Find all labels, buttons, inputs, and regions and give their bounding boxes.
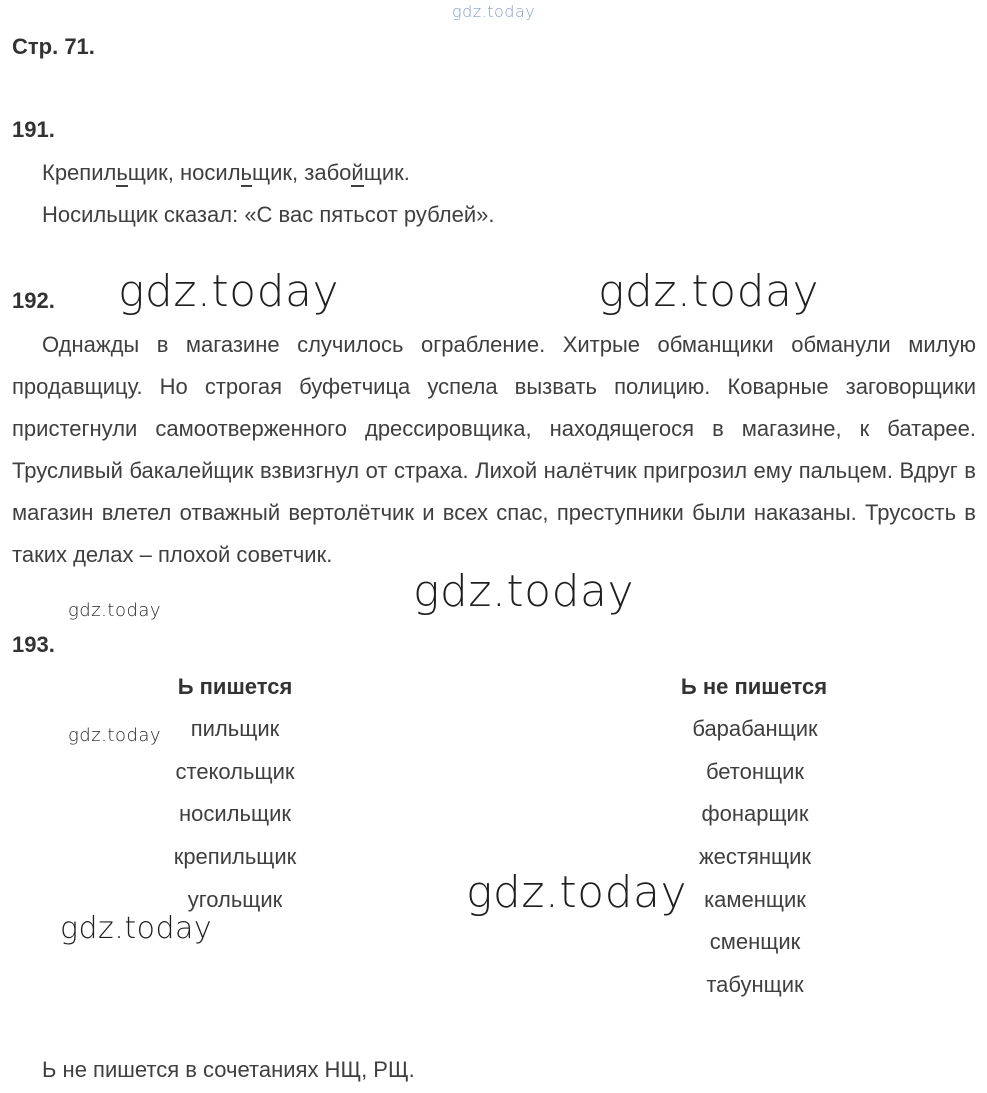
page-label: Стр. 71. bbox=[12, 34, 95, 59]
text-fragment: щик. bbox=[363, 160, 410, 185]
watermark: gdz.today bbox=[118, 266, 340, 317]
exercise-193-rule: Ь не пишется в сочетаниях НЩ, РЩ. bbox=[42, 1057, 415, 1082]
watermark-small: gdz.today bbox=[68, 725, 162, 746]
exercise-193-number: 193. bbox=[12, 632, 55, 657]
watermark: gdz.today bbox=[413, 566, 635, 617]
list-item: жестянщик bbox=[698, 844, 812, 870]
list-item: каменщик bbox=[704, 886, 806, 912]
list-item: угольщик bbox=[187, 886, 283, 912]
underlined-letter: ь bbox=[116, 160, 128, 185]
no-soft-sign-word-list bbox=[655, 708, 855, 1007]
text-fragment: щик, носил bbox=[127, 160, 241, 185]
watermark: gdz.today bbox=[60, 911, 213, 946]
text-fragment: щик, забо bbox=[252, 160, 352, 185]
exercise-191-number: 191. bbox=[12, 117, 55, 142]
exercise-191-line-1 bbox=[42, 160, 410, 186]
exercise-192-number: 192. bbox=[12, 288, 55, 313]
text-fragment: Крепил bbox=[42, 160, 117, 185]
list-item: стекольщик bbox=[175, 758, 295, 784]
list-item: крепильщик bbox=[173, 844, 297, 870]
underlined-letter: й bbox=[351, 160, 364, 185]
exercise-191-line-2: Носильщик сказал: «С вас пятьсот рублей». bbox=[42, 202, 495, 227]
column-header-soft-sign: Ь пишется bbox=[177, 674, 293, 699]
list-item: фонарщик bbox=[701, 801, 809, 827]
list-item: табунщик bbox=[706, 972, 804, 998]
soft-sign-word-list bbox=[135, 708, 335, 921]
list-item: носильщик bbox=[179, 801, 291, 827]
watermark-small: gdz.today bbox=[68, 600, 162, 621]
list-item: барабанщик bbox=[692, 716, 818, 741]
list-item: бетонщик bbox=[705, 758, 805, 784]
column-header-no-soft-sign: Ь не пишется bbox=[680, 674, 828, 699]
watermark-top: gdz.today bbox=[452, 2, 536, 21]
exercise-192-paragraph: Однажды в магазине случилось ограбление. Хитрые обманщики обманули милую продавщицу. Но строгая буфетчица успела вызвать полицию. Коварные заговорщики пристегнули самоотверженного дрессировщика, находящегося в магазине, к батарее. Трусливый бакалейщик взвизгнул от страха. Лихой налётчик пригрозил ему пальцем. Вдруг в магазин влетел отважный вертолётчик и всех спас, преступники были наказаны. Трусость в таких делах – плохой советчик. bbox=[12, 332, 976, 567]
underlined-letter: ь bbox=[240, 160, 253, 185]
watermark: gdz.today bbox=[598, 266, 820, 317]
watermark: gdz.today bbox=[466, 867, 688, 918]
list-item: сменщик bbox=[709, 929, 801, 955]
list-item: пильщик bbox=[190, 716, 280, 741]
